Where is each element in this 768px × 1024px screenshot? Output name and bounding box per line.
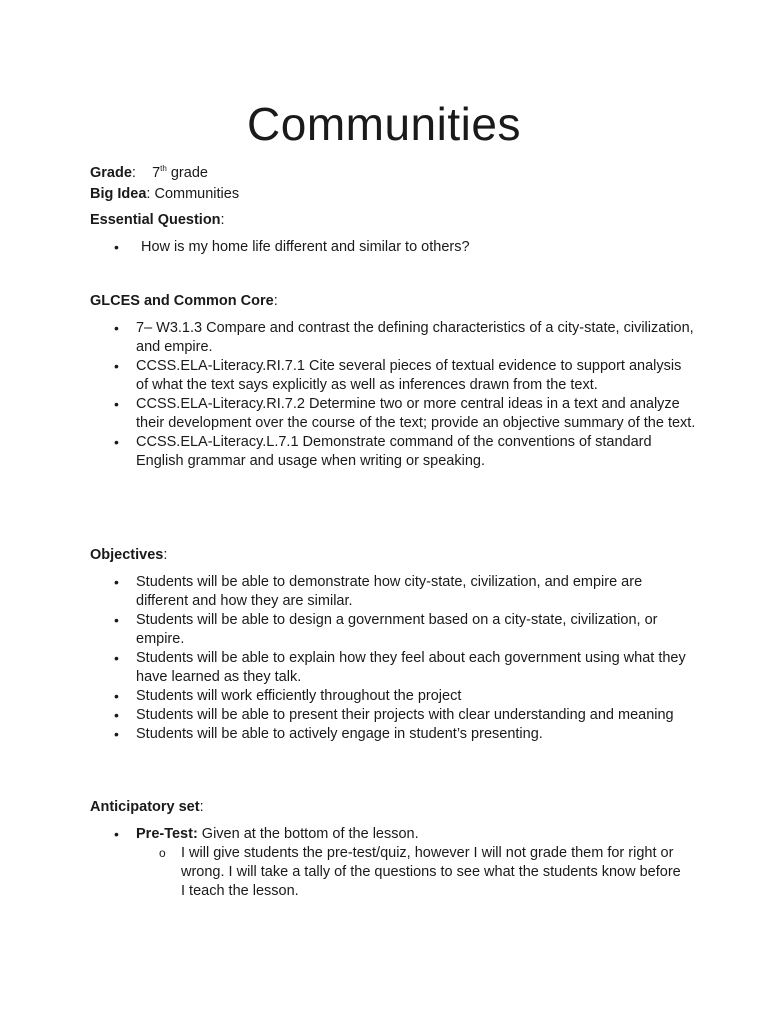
list-item xyxy=(0,725,696,744)
anticipatory-list xyxy=(0,825,768,901)
glces-colon: : xyxy=(273,293,278,309)
glces-item-2: CCSS.ELA-Literacy.RI.7.1 Cite several pieces of textual evidence to support analysis of what the text says explicitly as well as inferences drawn from the text. xyxy=(136,358,682,393)
bullet-icon: • xyxy=(114,612,119,628)
objective-item-4: Students will work efficiently throughout the project xyxy=(136,688,462,704)
objectives-heading xyxy=(90,546,167,565)
pretest-sublist xyxy=(136,844,696,901)
list-item xyxy=(0,611,696,649)
list-item xyxy=(0,238,701,257)
anticipatory-colon: : xyxy=(199,799,204,815)
big-idea-value: Communities xyxy=(150,186,240,202)
pretest-label: Pre-Test: xyxy=(136,826,198,842)
list-item xyxy=(0,319,696,357)
bullet-icon: • xyxy=(114,239,119,255)
grade-line xyxy=(90,159,208,183)
glces-item-1: 7– W3.1.3 Compare and contrast the defining characteristics of a city-state, civilization, and empire. xyxy=(136,320,694,355)
anticipatory-heading xyxy=(90,798,204,817)
list-item xyxy=(0,706,696,725)
anticipatory-label: Anticipatory set xyxy=(90,799,200,815)
bullet-icon: • xyxy=(114,726,119,742)
pretest-text: Given at the bottom of the lesson. xyxy=(197,826,419,842)
objective-item-1: Students will be able to demonstrate how city-state, civilization, and empire are different and how they are similar. xyxy=(136,574,643,609)
objectives-colon: : xyxy=(163,547,168,563)
essential-question-text: How is my home life different and similar to others? xyxy=(141,239,470,255)
page-title: Communities xyxy=(247,98,521,150)
grade-value: grade xyxy=(166,165,208,181)
objective-item-3: Students will be able to explain how they feel about each government using what they have learned as they talk. xyxy=(136,650,686,685)
glces-item-3: CCSS.ELA-Literacy.RI.7.2 Determine two or more central ideas in a text and analyze their development over the course of the text; provide an objective summary of the text. xyxy=(136,396,696,431)
objective-item-5: Students will be able to present their projects with clear understanding and meaning xyxy=(136,707,674,723)
essential-question-colon: : xyxy=(220,212,225,228)
bullet-icon: • xyxy=(114,688,119,704)
bullet-icon: • xyxy=(114,396,119,412)
list-item xyxy=(136,844,681,901)
bullet-icon: • xyxy=(114,434,119,450)
objective-item-2: Students will be able to design a government based on a city-state, civilization, or empire. xyxy=(136,612,658,647)
grade-superscript: th xyxy=(160,164,167,173)
list-item xyxy=(0,573,696,611)
list-item xyxy=(0,395,696,433)
list-item xyxy=(0,687,696,706)
glces-heading xyxy=(90,292,278,311)
list-item xyxy=(0,825,696,901)
objectives-label: Objectives xyxy=(90,547,164,563)
bullet-icon: • xyxy=(114,358,119,374)
essential-question-label: Essential Question xyxy=(90,212,221,228)
big-idea-label: Big Idea xyxy=(90,186,147,202)
pretest-detail: I will give students the pre-test/quiz, however I will not grade them for right or wrong. I will take a tally of the questions to see what the students know before I teach the lesson. xyxy=(181,845,681,899)
grade-label: Grade xyxy=(90,165,132,181)
essential-question-list xyxy=(0,238,768,257)
objective-item-6: Students will be able to actively engage in student’s presenting. xyxy=(136,726,543,742)
bullet-icon: • xyxy=(114,574,119,590)
bullet-icon: • xyxy=(114,320,119,336)
circle-bullet-icon: o xyxy=(159,846,166,860)
grade-colon: : xyxy=(131,165,136,181)
bullet-icon: • xyxy=(114,707,119,723)
list-item xyxy=(0,357,696,395)
big-idea-line xyxy=(90,185,239,204)
list-item xyxy=(0,433,696,471)
bullet-icon: • xyxy=(114,826,119,842)
list-item xyxy=(0,649,696,687)
glces-label: GLCES and Common Core xyxy=(90,293,274,309)
glces-item-4: CCSS.ELA-Literacy.L.7.1 Demonstrate command of the conventions of standard English grammar and usage when writing or speaking. xyxy=(136,434,652,469)
bullet-icon: • xyxy=(114,650,119,666)
grade-number: 7 xyxy=(152,165,161,181)
glces-list xyxy=(0,319,768,471)
essential-question-heading xyxy=(90,211,225,230)
big-idea-colon: : xyxy=(146,186,151,202)
objectives-list xyxy=(0,573,768,744)
